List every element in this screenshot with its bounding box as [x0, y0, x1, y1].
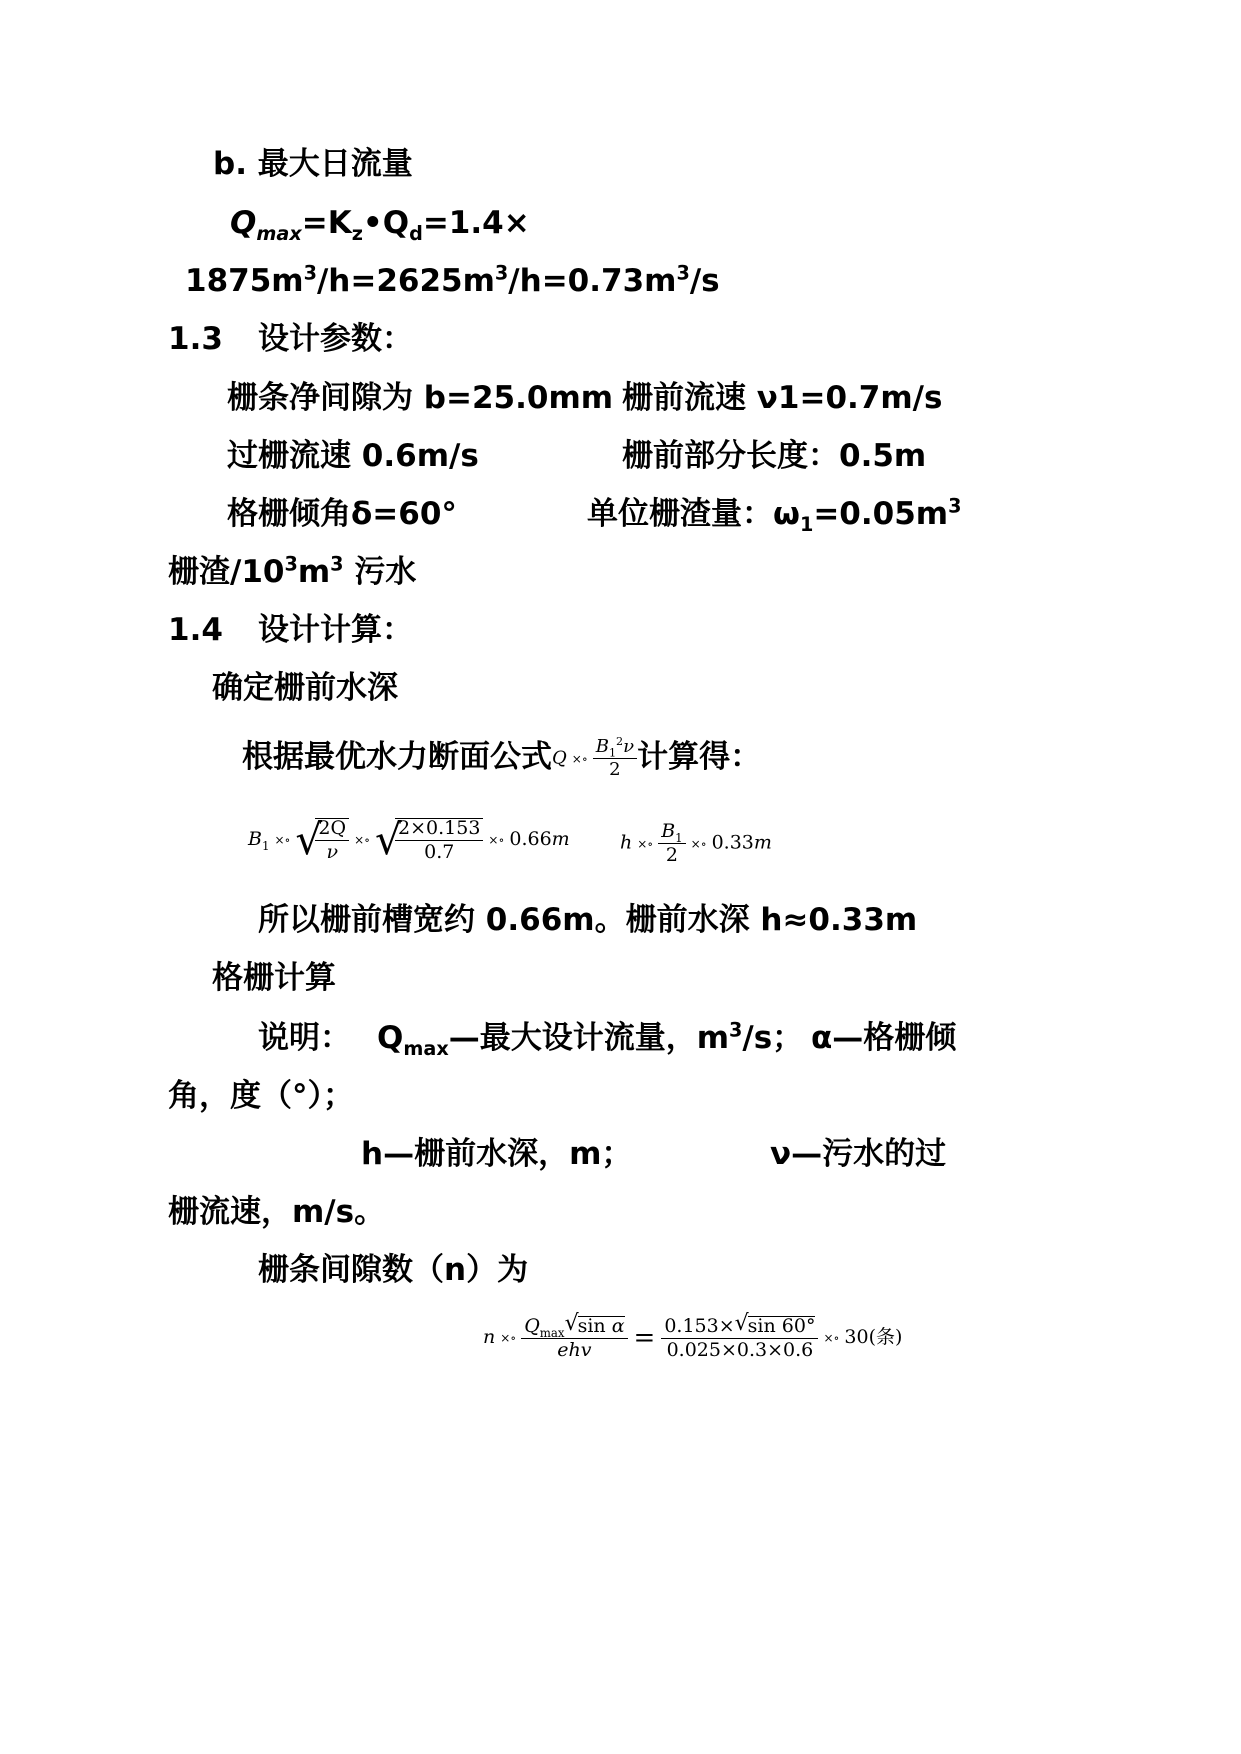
n-result: 30(条)	[844, 1326, 903, 1348]
formula-intro-line	[242, 735, 762, 780]
f1-b-sup: 2	[616, 735, 624, 748]
b1-unit: m	[551, 828, 570, 850]
kz-subscript: z	[351, 222, 363, 246]
h-fraction	[658, 822, 685, 865]
formula-intro-text: 根据最优水力断面公式	[242, 739, 552, 775]
screenings-m: m	[297, 554, 331, 590]
n-equals: =	[633, 1323, 656, 1353]
b1-2q: 2Q	[318, 817, 347, 839]
n-frac1-num	[521, 1316, 627, 1339]
formula-after-text: 计算得：	[637, 739, 762, 775]
note-q-sub: max	[403, 1037, 449, 1061]
f1-numerator	[593, 735, 637, 760]
f1-b-sub: 1	[608, 746, 617, 760]
gap-count-formula	[483, 1316, 902, 1360]
param-front-length: 栅前部分长度：0.5m	[622, 438, 927, 474]
n-num2-a: 0.153×	[664, 1315, 735, 1337]
b1-radical-2	[375, 818, 483, 862]
f1-fraction	[593, 735, 637, 780]
b1-formula	[248, 818, 570, 862]
b1-frac2-num: √ 2×0.153	[395, 819, 483, 841]
h-equals-glyph-1: ×∘	[637, 836, 654, 851]
b1-sub: 1	[261, 838, 270, 853]
qd-term: •Q	[362, 205, 410, 241]
cube-sup: 3	[330, 552, 344, 576]
n-sqrt2-body: sin 60°	[747, 1315, 816, 1337]
n-equals-glyph-2: ×∘	[823, 1331, 840, 1345]
h-b-sub: 1	[675, 830, 683, 845]
h-unit: m	[753, 831, 772, 854]
note-q-unit: /s；	[742, 1020, 804, 1056]
n-fraction-2	[661, 1316, 818, 1360]
n-frac2-den: 0.025×0.3×0.6	[666, 1339, 814, 1361]
b1-frac2-den: 0.7	[424, 841, 455, 863]
section-title-design-params: 设计参数：	[258, 321, 413, 357]
param-screenings-rate-cont	[168, 554, 416, 591]
flow-unit: /s	[689, 263, 720, 299]
gap-count-title: 栅条间隙数（n）为	[258, 1252, 529, 1288]
f1-nu: ν	[623, 736, 635, 757]
cube-sup: 3	[494, 261, 509, 285]
b1-frac-1	[315, 819, 349, 862]
max-flow-result-line	[185, 263, 720, 300]
b1-result: 0.66	[509, 828, 552, 850]
note-q-desc: —最大设计流量，m	[448, 1020, 730, 1056]
param-approach-velocity: 栅前流速 ν1=0.7m/s	[622, 380, 943, 416]
kz-term: =K	[301, 205, 352, 241]
param-screenings-rate	[587, 494, 962, 537]
b1-equals-glyph-1: ×∘	[274, 833, 291, 847]
h-formula	[620, 822, 772, 865]
cube-sup: 3	[948, 494, 962, 518]
n-fraction-1	[521, 1316, 627, 1360]
h-symbol: h	[620, 831, 633, 854]
screenings-label: 单位栅渣量：ω	[587, 496, 800, 532]
omega-sub: 1	[799, 513, 814, 537]
cube-sup: 3	[284, 552, 298, 576]
note-nu: ν—污水的过	[770, 1136, 947, 1172]
section-heading-max-daily-flow: b. 最大日流量	[213, 146, 413, 182]
note-h: h—栅前水深，m；	[361, 1136, 633, 1172]
f1-equals-glyph: ×∘	[571, 751, 588, 766]
note-alpha: α—格栅倾	[811, 1020, 957, 1056]
n-q: Q	[524, 1315, 540, 1337]
n-sqrt-1	[565, 1316, 625, 1336]
multiplier: =1.4×	[422, 205, 530, 241]
subheading-screen-calc: 格栅计算	[212, 960, 336, 996]
q-symbol: Q	[230, 205, 257, 241]
b1-equals-glyph-3: ×∘	[488, 833, 505, 847]
n-frac1-den: ehv	[557, 1339, 592, 1361]
section-title-design-calc: 设计计算：	[258, 612, 413, 648]
note-q-sup: 3	[729, 1018, 743, 1042]
n-equals-glyph-1: ×∘	[500, 1331, 517, 1345]
f1-denominator: 2	[609, 759, 621, 780]
max-flow-formula	[230, 205, 530, 246]
b1-frac1-num	[315, 819, 349, 841]
flow-value-2: /h=2625m	[316, 263, 495, 299]
n-sqrt1-body	[578, 1316, 625, 1336]
n-alpha: α	[611, 1315, 625, 1337]
note-q: Q	[377, 1020, 404, 1056]
qd-subscript: d	[409, 222, 423, 246]
note-label: 说明：	[258, 1020, 351, 1056]
h-numerator	[658, 822, 685, 844]
n-frac2-num	[661, 1316, 818, 1339]
flow-value-3: /h=0.73m	[508, 263, 677, 299]
screenings-wastewater: 污水	[343, 554, 417, 590]
h-result: 0.33	[711, 831, 754, 854]
cube-sup: 3	[676, 261, 690, 285]
h-denominator: 2	[665, 844, 678, 866]
param-bar-gap: 栅条净间隙为 b=25.0mm	[227, 380, 614, 416]
b1-equals-glyph-2: ×∘	[354, 833, 371, 847]
b1-radical-1	[295, 818, 349, 862]
flow-value-1: 1875m	[185, 263, 304, 299]
param-screen-angle: 格栅倾角δ=60°	[227, 496, 457, 532]
b1-symbol: B	[248, 828, 262, 850]
n-symbol: n	[483, 1326, 496, 1348]
screenings-value: =0.05m	[813, 496, 949, 532]
section-number-1-3: 1.3	[168, 321, 223, 357]
h-b: B	[661, 820, 676, 842]
b1-radicand-2	[395, 818, 483, 862]
n-sqrt-2	[735, 1316, 816, 1336]
b1-frac1-den: ν	[326, 841, 339, 863]
note-qmax	[377, 1018, 804, 1061]
q-subscript: max	[256, 222, 302, 246]
cube-sup: 3	[303, 261, 317, 285]
water-depth-conclusion: 所以栅前槽宽约 0.66m。栅前水深 h≈0.33m	[258, 902, 918, 938]
n-sin: sin	[577, 1315, 606, 1337]
note-alpha-cont: 角，度（°）；	[168, 1078, 354, 1114]
note-nu-cont: 栅流速，m/s。	[168, 1194, 386, 1230]
optimal-section-formula	[552, 735, 637, 780]
screenings-per: 栅渣/10	[168, 554, 285, 590]
n-q-sub: max	[539, 1325, 565, 1340]
b1-frac-2	[395, 819, 483, 862]
subheading-water-depth: 确定栅前水深	[212, 670, 398, 706]
f1-q: Q	[552, 747, 567, 769]
h-equals-glyph-2: ×∘	[690, 836, 707, 851]
b1-radicand-1	[315, 818, 349, 862]
f1-b: B	[595, 736, 609, 757]
section-number-1-4: 1.4	[168, 612, 223, 648]
param-screen-velocity: 过栅流速 0.6m/s	[227, 438, 479, 474]
